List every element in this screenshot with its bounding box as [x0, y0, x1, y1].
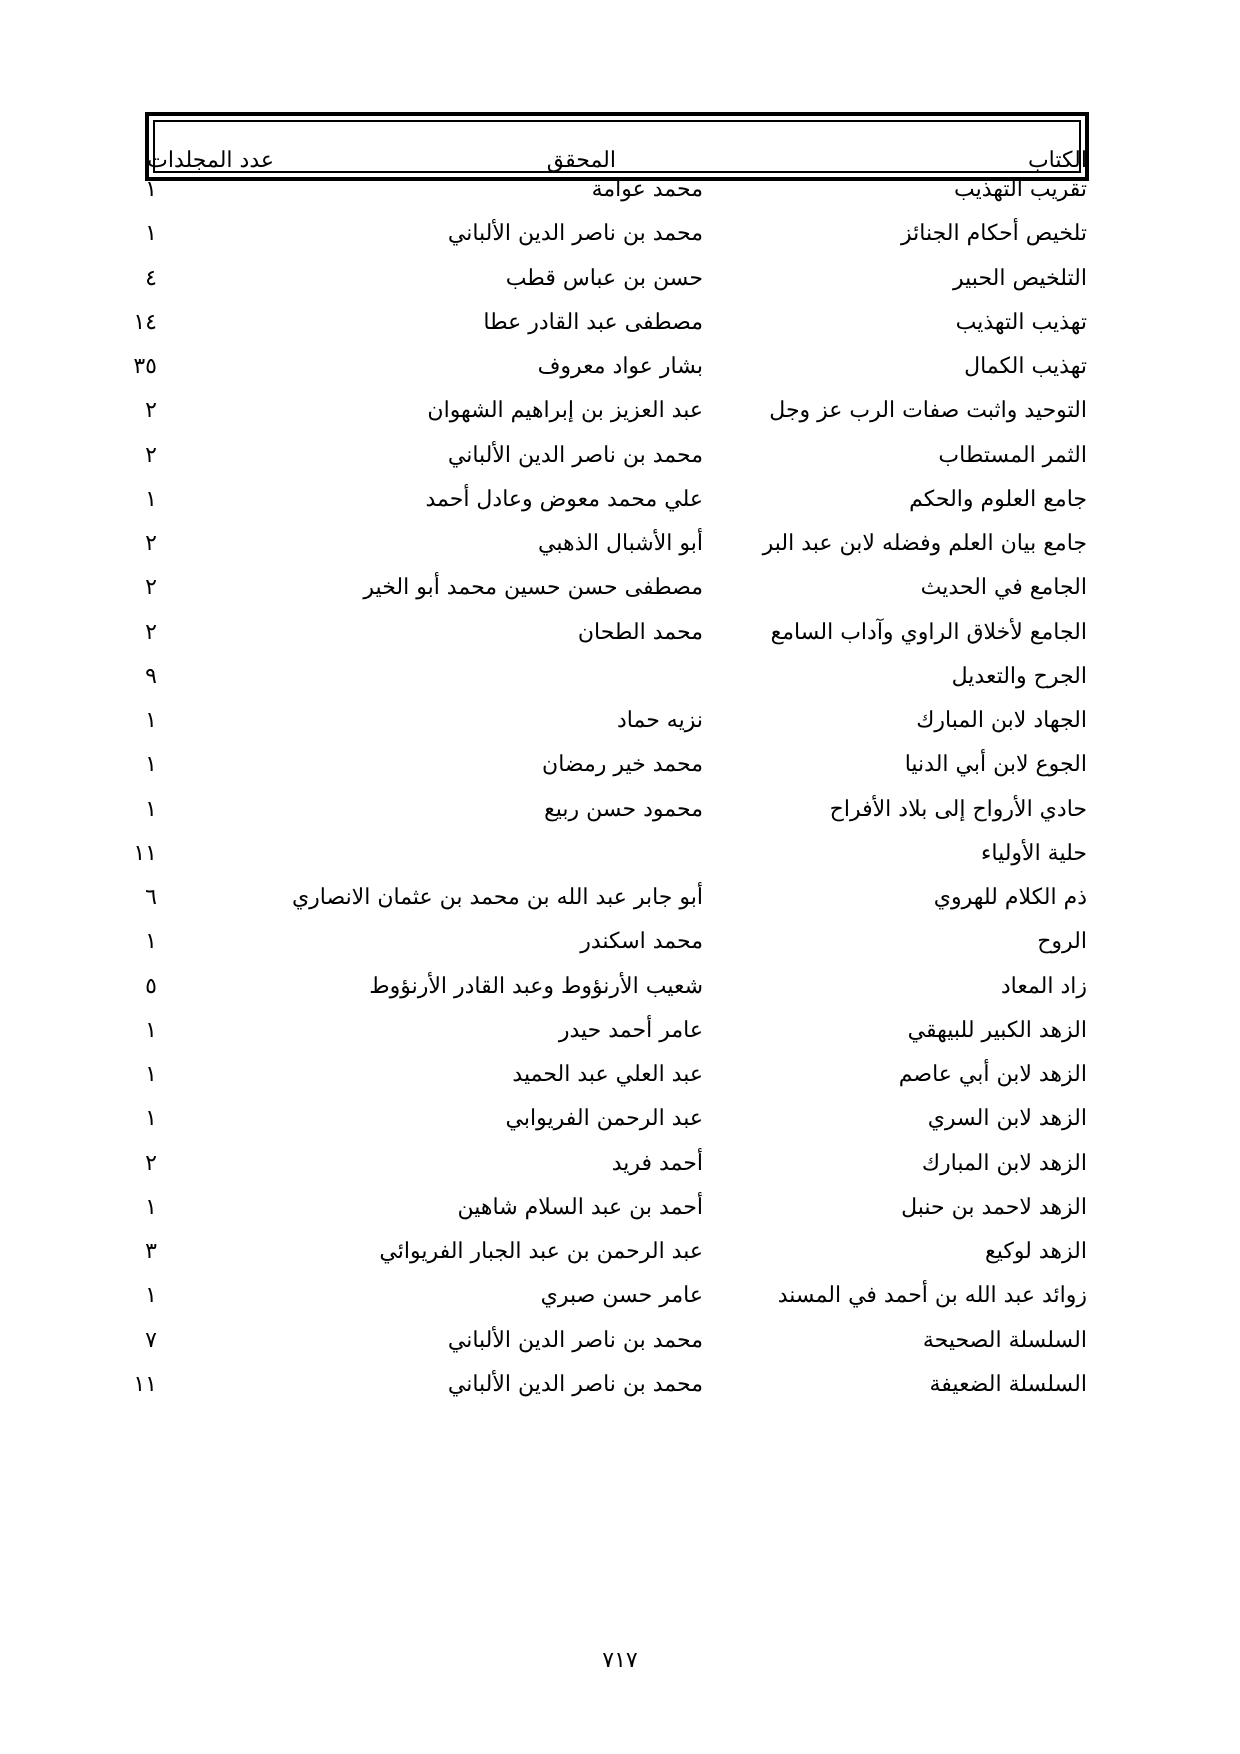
cell-book: الزهد لابن المبارك — [921, 1151, 1087, 1176]
cell-volumes: ١ — [145, 487, 157, 512]
cell-book: الجامع في الحديث — [920, 575, 1087, 600]
cell-volumes: ٢ — [145, 620, 157, 645]
cell-editor: محمد بن ناصر الدين الألباني — [447, 1372, 703, 1397]
cell-book: الزهد الكبير للبيهقي — [907, 1018, 1087, 1043]
table-row — [0, 1188, 1240, 1228]
header-volumes: عدد المجلدات — [147, 148, 274, 173]
cell-volumes: ١ — [145, 752, 157, 777]
table-row — [0, 1232, 1240, 1272]
cell-volumes: ٩ — [145, 664, 157, 689]
cell-book: تلخيص أحكام الجنائز — [901, 221, 1087, 246]
cell-editor: مصطفى حسن حسين محمد أبو الخير — [363, 575, 703, 600]
cell-editor: عامر حسن صبري — [540, 1283, 703, 1308]
table-row — [0, 214, 1240, 254]
cell-book: تهذيب الكمال — [964, 354, 1087, 379]
cell-editor: محمد الطحان — [577, 620, 703, 645]
cell-book: الزهد لاحمد بن حنبل — [901, 1195, 1087, 1220]
cell-volumes: ١١ — [133, 1372, 157, 1397]
cell-volumes: ١ — [145, 1195, 157, 1220]
cell-editor: أبو جابر عبد الله بن محمد بن عثمان الانصاري — [291, 885, 703, 910]
cell-editor: محمد بن ناصر الدين الألباني — [447, 1328, 703, 1353]
table-row — [0, 1099, 1240, 1139]
cell-editor: محمد خير رمضان — [542, 752, 703, 777]
table-row — [0, 790, 1240, 830]
cell-editor: محمد اسكندر — [580, 929, 703, 954]
table-row — [0, 568, 1240, 608]
table-row — [0, 967, 1240, 1007]
cell-editor: عبد الرحمن الفريوابي — [505, 1106, 703, 1131]
cell-book: الزهد لابن أبي عاصم — [898, 1062, 1087, 1087]
cell-book: حلية الأولياء — [981, 841, 1087, 866]
cell-book: جامع العلوم والحكم — [909, 487, 1087, 512]
table-row — [0, 922, 1240, 962]
cell-editor: عبد الرحمن بن عبد الجبار الفريوائي — [379, 1239, 703, 1264]
table-row — [0, 745, 1240, 785]
cell-editor: بشار عواد معروف — [537, 354, 703, 379]
header-book: الكتاب — [1027, 148, 1087, 173]
cell-volumes: ١ — [145, 797, 157, 822]
cell-editor: عامر أحمد حيدر — [558, 1018, 703, 1043]
cell-volumes: ١ — [145, 1283, 157, 1308]
cell-book: الجامع لأخلاق الراوي وآداب السامع — [770, 620, 1087, 645]
cell-book: حادي الأرواح إلى بلاد الأفراح — [829, 797, 1087, 822]
table-row — [0, 1276, 1240, 1316]
cell-book: الجهاد لابن المبارك — [916, 708, 1087, 733]
cell-editor: عبد العزيز بن إبراهيم الشهوان — [427, 398, 703, 423]
cell-volumes: ٢ — [145, 531, 157, 556]
cell-book: التوحيد واثبت صفات الرب عز وجل — [769, 398, 1087, 423]
table-row — [0, 657, 1240, 697]
cell-volumes: ١ — [145, 929, 157, 954]
cell-editor: شعيب الأرنؤوط وعبد القادر الأرنؤوط — [369, 974, 703, 999]
cell-book: الزهد لوكيع — [985, 1239, 1087, 1264]
cell-book: زاد المعاد — [1000, 974, 1087, 999]
cell-book: زوائد عبد الله بن أحمد في المسند — [777, 1283, 1087, 1308]
cell-book: تقريب التهذيب — [954, 177, 1087, 202]
cell-volumes: ١ — [145, 708, 157, 733]
cell-volumes: ٢ — [145, 1151, 157, 1176]
cell-book: الجوع لابن أبي الدنيا — [904, 752, 1087, 777]
cell-volumes: ٣ — [145, 1239, 157, 1264]
cell-volumes: ٦ — [145, 885, 157, 910]
cell-book: التلخيص الحبير — [953, 266, 1087, 291]
table-row — [0, 1011, 1240, 1051]
table-row — [0, 878, 1240, 918]
cell-editor: علي محمد معوض وعادل أحمد — [425, 487, 703, 512]
cell-volumes: ٧ — [145, 1328, 157, 1353]
table-row — [0, 347, 1240, 387]
cell-book: جامع بيان العلم وفضله لابن عبد البر — [762, 531, 1087, 556]
cell-volumes: ١ — [145, 1018, 157, 1043]
cell-book: السلسلة الضعيفة — [929, 1372, 1087, 1397]
cell-editor: محمد عوامة — [591, 177, 703, 202]
cell-volumes: ١ — [145, 177, 157, 202]
cell-volumes: ١ — [145, 1062, 157, 1087]
table-row — [0, 701, 1240, 741]
cell-volumes: ٥ — [145, 974, 157, 999]
cell-book: الجرح والتعديل — [951, 664, 1087, 689]
cell-volumes: ٤ — [145, 266, 157, 291]
cell-volumes: ١٤ — [133, 310, 157, 335]
header-editor: المحقق — [546, 148, 616, 173]
cell-volumes: ٢ — [145, 575, 157, 600]
cell-volumes: ٢ — [145, 398, 157, 423]
cell-editor: أبو الأشبال الذهبي — [538, 531, 703, 556]
cell-book: السلسلة الصحيحة — [922, 1328, 1087, 1353]
cell-editor: محمود حسن ربيع — [544, 797, 703, 822]
cell-book: الزهد لابن السري — [927, 1106, 1087, 1131]
table-row — [0, 259, 1240, 299]
cell-volumes: ٣٥ — [133, 354, 157, 379]
cell-editor: محمد بن ناصر الدين الألباني — [447, 221, 703, 246]
cell-volumes: ٢ — [145, 443, 157, 468]
cell-book: الروح — [1037, 929, 1087, 954]
table-row — [0, 1365, 1240, 1405]
table-row — [0, 1144, 1240, 1184]
page-number: ٧١٧ — [602, 1648, 638, 1673]
cell-editor: محمد بن ناصر الدين الألباني — [447, 443, 703, 468]
table-row — [0, 303, 1240, 343]
cell-book: تهذيب التهذيب — [955, 310, 1087, 335]
table-row — [0, 834, 1240, 874]
table-row — [0, 391, 1240, 431]
cell-volumes: ١ — [145, 221, 157, 246]
table-row — [0, 480, 1240, 520]
cell-volumes: ١١ — [133, 841, 157, 866]
cell-editor: نزيه حماد — [617, 708, 703, 733]
cell-book: ذم الكلام للهروي — [933, 885, 1087, 910]
cell-editor: أحمد فريد — [611, 1151, 703, 1176]
cell-editor: أحمد بن عبد السلام شاهين — [457, 1195, 703, 1220]
table-row — [0, 524, 1240, 564]
cell-editor: مصطفى عبد القادر عطا — [483, 310, 703, 335]
cell-editor: حسن بن عباس قطب — [505, 266, 703, 291]
table-row — [0, 436, 1240, 476]
cell-volumes: ١ — [145, 1106, 157, 1131]
table-row — [0, 170, 1240, 210]
cell-book: الثمر المستطاب — [938, 443, 1087, 468]
table-row — [0, 1055, 1240, 1095]
cell-editor: عبد العلي عبد الحميد — [512, 1062, 703, 1087]
table-row — [0, 1321, 1240, 1361]
table-row — [0, 613, 1240, 653]
